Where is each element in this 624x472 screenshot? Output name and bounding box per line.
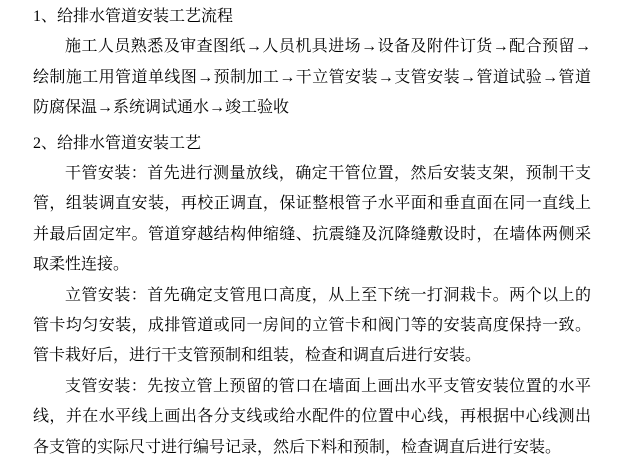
- paragraph-main-pipe-install: 干管安装：首先进行测量放线，确定干管位置，然后安装支架，预制干支管，组装调直安装，再校正调直，保证整根管子水平面和垂直面在同一直线上并最后固定牢。管道穿越结构伸缩缝、抗震缝及沉降缝敷设时，在墙体两侧采取柔性连接。: [33, 165, 591, 274]
- paragraph-riser-pipe-install: 立管安装：首先确定支管甩口高度，从上至下统一打洞栽卡。两个以上的管卡均匀安装，成排管道或同一房间的立管卡和阀门等的安装高度保持一致。管卡栽好后，进行干支管预制和组装，检查和调直后进行安装。: [33, 286, 591, 365]
- paragraph-branch-pipe-install: 支管安装：先按立管上预留的管口在墙面上画出水平支管安装位置的水平线，并在水平线上画出各分支线或给水配件的位置中心线，再根据中心线测出各支管的实际尺寸进行编号记录，然后下料和预制，检查调直后进行安装。: [33, 377, 591, 456]
- paragraph-process-flow-chain: 施工人员熟悉及审查图纸→人员机具进场→设备及附件订货→配合预留→绘制施工用管道单线图→预制加工→干立管安装→支管安装→管道试验→管道防腐保温→系统调试通水→竣工验收: [33, 38, 591, 117]
- section-heading-install-technique: 2、给排水管道安装工艺: [33, 134, 202, 152]
- section-heading-install-process-flow: 1、给排水管道安装工艺流程: [33, 8, 234, 25]
